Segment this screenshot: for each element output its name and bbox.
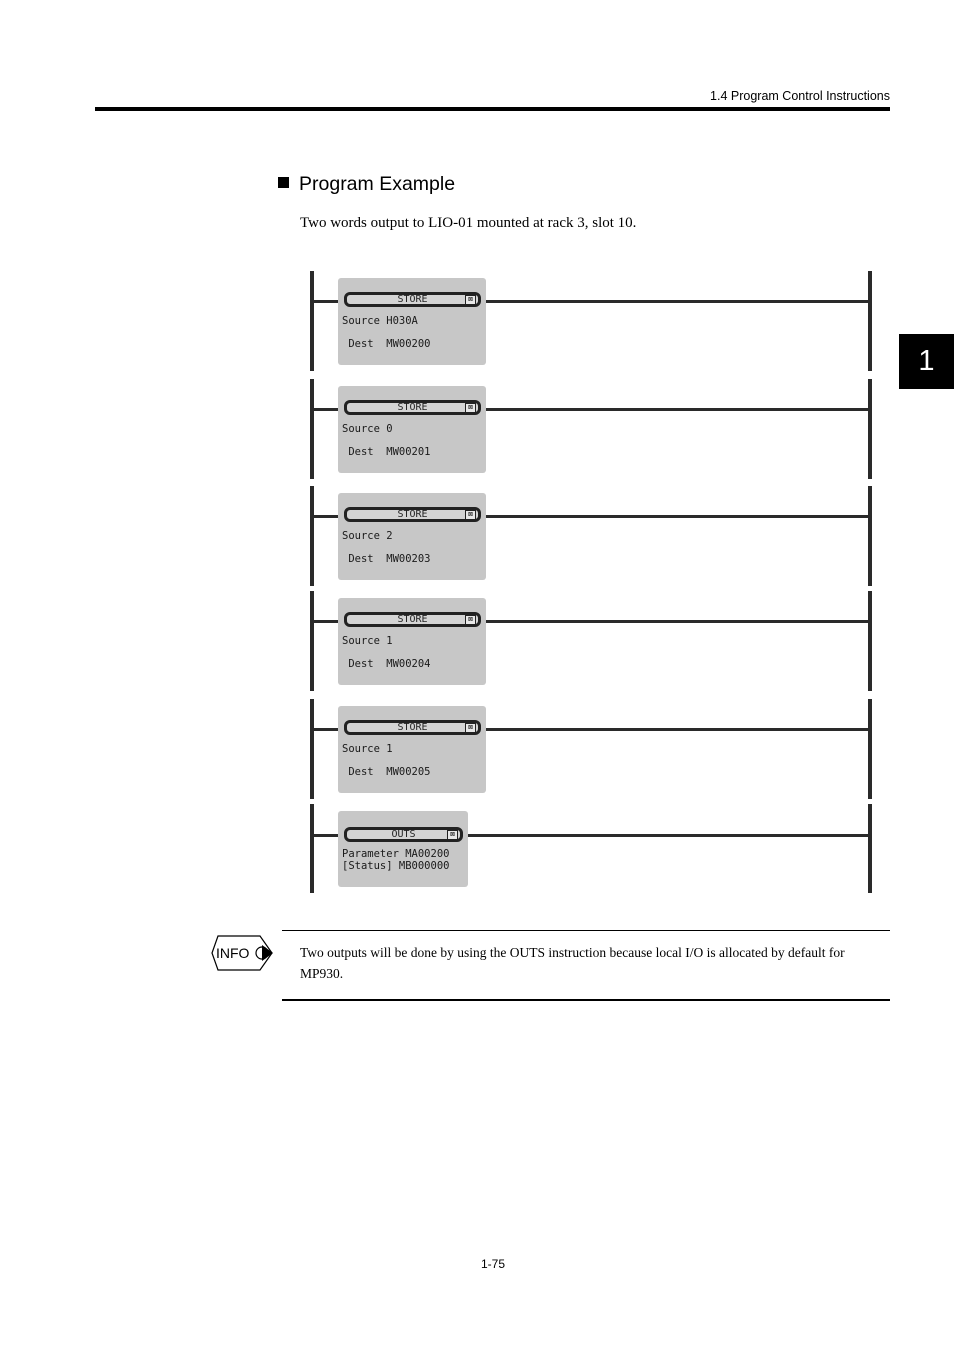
- instruction-name: STORE: [397, 294, 428, 305]
- store-function-block: [338, 706, 486, 793]
- block-icon: ⊠: [465, 615, 476, 625]
- rung-wire-out: [465, 834, 868, 837]
- source-operand: Source 1: [342, 635, 393, 647]
- instruction-bar: [344, 400, 481, 415]
- right-power-rail: [868, 699, 872, 799]
- instruction-bar: [344, 720, 481, 735]
- section-title-text: Program Example: [299, 173, 456, 195]
- rung-wire-out: [484, 408, 868, 411]
- status-operand: [Status] MB000000: [342, 860, 450, 872]
- block-icon: ⊠: [465, 295, 476, 305]
- ladder-rung: [310, 486, 872, 586]
- instruction-name: STORE: [397, 722, 428, 733]
- store-function-block: [338, 598, 486, 685]
- left-power-rail: [310, 699, 314, 799]
- ladder-rung: [310, 379, 872, 479]
- instruction-name: STORE: [397, 402, 428, 413]
- dest-operand: Dest MW00201: [342, 446, 431, 458]
- info-top-rule: [282, 930, 890, 931]
- instruction-bar: [344, 612, 481, 627]
- rung-wire-out: [484, 728, 868, 731]
- outs-function-block: [338, 811, 468, 887]
- dest-operand: Dest MW00203: [342, 553, 431, 565]
- dest-operand: Dest MW00200: [342, 338, 431, 350]
- right-power-rail: [868, 591, 872, 691]
- section-title: [278, 173, 455, 196]
- instruction-bar: [344, 507, 481, 522]
- right-power-rail: [868, 804, 872, 893]
- chapter-tab: 1: [899, 334, 954, 389]
- instruction-name: STORE: [397, 509, 428, 520]
- instruction-bar: [344, 827, 463, 842]
- source-operand: Source 1: [342, 743, 393, 755]
- source-operand: Source 0: [342, 423, 393, 435]
- block-icon: ⊠: [465, 403, 476, 413]
- source-operand: Source H030A: [342, 315, 418, 327]
- block-icon: ⊠: [465, 510, 476, 520]
- ladder-rung: [310, 591, 872, 691]
- page-number: 1-75: [480, 1257, 506, 1271]
- info-bottom-rule: [282, 999, 890, 1001]
- ladder-rung: [310, 804, 872, 893]
- block-icon: ⊠: [447, 830, 458, 840]
- info-text: Two outputs will be done by using the OUTS instruction because local I/O is allocated by default for MP930.: [300, 945, 845, 981]
- rung-wire-out: [484, 300, 868, 303]
- rung-wire-out: [484, 515, 868, 518]
- block-icon: ⊠: [465, 723, 476, 733]
- intro-paragraph: Two words output to LIO-01 mounted at rack 3, slot 10.: [300, 215, 637, 231]
- ladder-rung: [310, 699, 872, 799]
- dest-operand: Dest MW00205: [342, 766, 431, 778]
- parameter-operand: Parameter MA00200: [342, 848, 450, 860]
- left-power-rail: [310, 379, 314, 479]
- header-rule: [95, 107, 890, 111]
- square-bullet-icon: [278, 177, 289, 188]
- right-power-rail: [868, 486, 872, 586]
- instruction-bar: [344, 292, 481, 307]
- ladder-rung: [310, 271, 872, 371]
- right-power-rail: [868, 271, 872, 371]
- info-label: INFO: [216, 945, 250, 961]
- source-operand: Source 2: [342, 530, 393, 542]
- store-function-block: [338, 278, 486, 365]
- left-power-rail: [310, 591, 314, 691]
- left-power-rail: [310, 804, 314, 893]
- left-power-rail: [310, 486, 314, 586]
- left-power-rail: [310, 271, 314, 371]
- store-function-block: [338, 386, 486, 473]
- instruction-name: OUTS: [391, 829, 416, 840]
- running-header: 1.4 Program Control Instructions: [710, 89, 890, 103]
- dest-operand: Dest MW00204: [342, 658, 431, 670]
- store-function-block: [338, 493, 486, 580]
- rung-wire-out: [484, 620, 868, 623]
- right-power-rail: [868, 379, 872, 479]
- instruction-name: STORE: [397, 614, 428, 625]
